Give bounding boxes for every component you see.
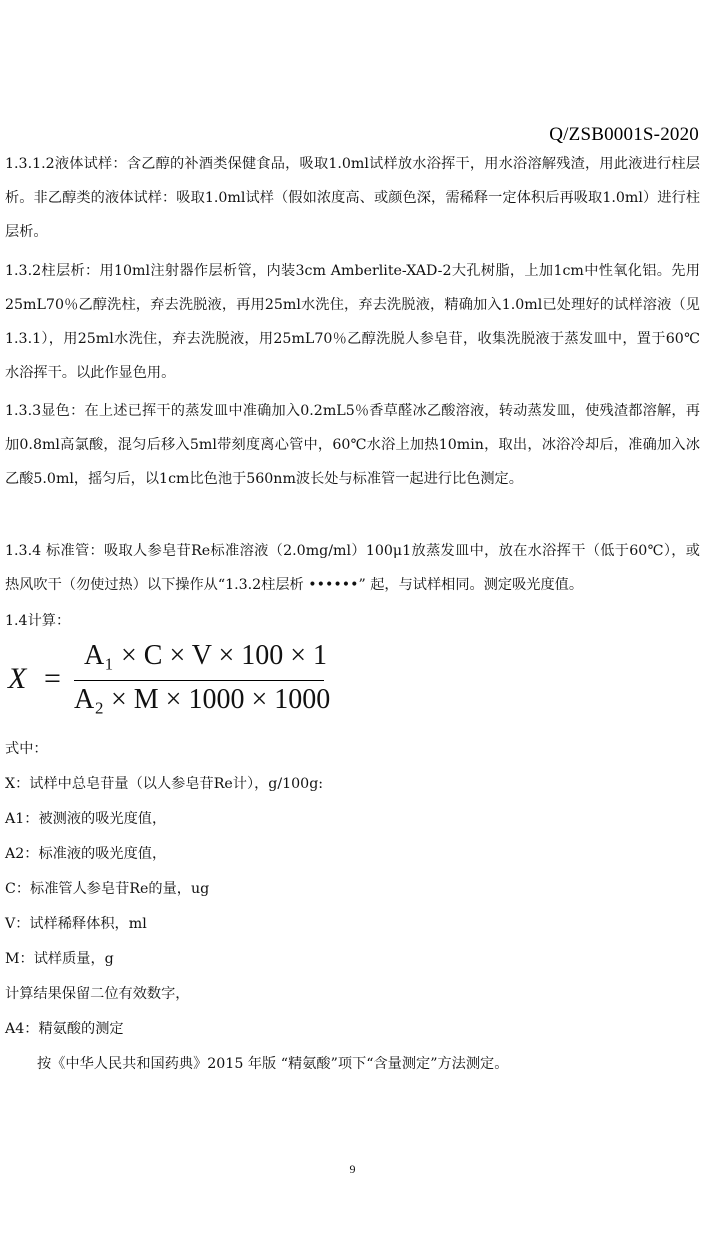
calculation-formula xyxy=(8,640,338,730)
definition-item: C：标准管人参皂苷Re的量，ug xyxy=(5,881,210,897)
fraction-bar xyxy=(74,680,324,681)
document-code: Q/ZSB0001S-2020 xyxy=(549,124,699,145)
definitions-intro: 式中： xyxy=(5,741,48,757)
formula-numerator: A₁ × C × V × 100 × 1 xyxy=(84,640,328,671)
definition-item: X：试样中总皂苷量（以人参皂苷Re计），g/100g: xyxy=(5,776,324,792)
paragraph-standard-tube: 1.3.4 标准管：吸取人参皂苷Re标准溶液（2.0mg/ml）100μ1放蒸发皿中，放在水浴挥干（低于60℃），或热风吹干（勿使过热）以下操作从“1.3.2柱层析 ••••••” 起，与试样相同。测定吸光度值。 xyxy=(5,543,700,593)
page-number: 9 xyxy=(349,1162,356,1176)
formula-lhs: X xyxy=(8,662,27,695)
definition-item: A2：标准液的吸光度值， xyxy=(5,846,167,862)
paragraph-liquid-sample: 1.3.1.2液体试样：含乙醇的补酒类保健食品，吸取1.0ml试样放水浴挥干，用水浴溶解残渣，用此液进行柱层析。非乙醇类的液体试样：吸取1.0ml试样（假如浓度高、或颜色深，需稀释一定体积后再吸取1.0ml）进行柱层析。 xyxy=(5,156,700,240)
definition-item: V：试样稀释体积，ml xyxy=(5,916,147,932)
definition-item: 计算结果保留二位有效数字， xyxy=(5,986,190,1002)
definition-item: M：试样质量，g xyxy=(5,951,114,967)
calculation-heading: 1.4计算： xyxy=(5,613,71,629)
paragraph-column-chromatography: 1.3.2柱层析：用10ml注射器作层析管，内装3cm Amberlite-XAD-2大孔树脂，上加1cm中性氧化铝。先用25mL70％乙醇洗柱，弃去洗脱液，再用25ml水洗住，弃去洗脱液，精确加入1.0ml已处理好的试样溶液（见1.3.1），用25ml水洗住，弃去洗脱液，用25mL70％乙醇洗脱人参皂苷，收集洗脱液于蒸发皿中，置于60℃水浴挥干。以此作显色用。 xyxy=(5,263,700,381)
paragraph-arginine-method: 按《中华人民共和国药典》2015 年版 “精氨酸”项下“含量测定”方法测定。 xyxy=(37,1056,509,1072)
section-heading-arginine: A4：精氨酸的测定 xyxy=(5,1021,124,1037)
paragraph-color-development: 1.3.3显色：在上述已挥干的蒸发皿中准确加入0.2mL5％香草醛冰乙酸溶液，转动蒸发皿，使残渣都溶解，再加0.8ml高氯酸，混匀后移入5ml带刻度离心管中，60℃水浴上加热10min，取出，冰浴冷却后，准确加入冰乙酸5.0ml，摇匀后，以1cm比色池于560nm波长处与标准管一起进行比色测定。 xyxy=(5,403,700,487)
formula-denominator: A₂ × M × 1000 × 1000 xyxy=(74,684,331,715)
definition-item: A1：被测液的吸光度值， xyxy=(5,811,167,827)
formula-equals: = xyxy=(44,662,61,695)
